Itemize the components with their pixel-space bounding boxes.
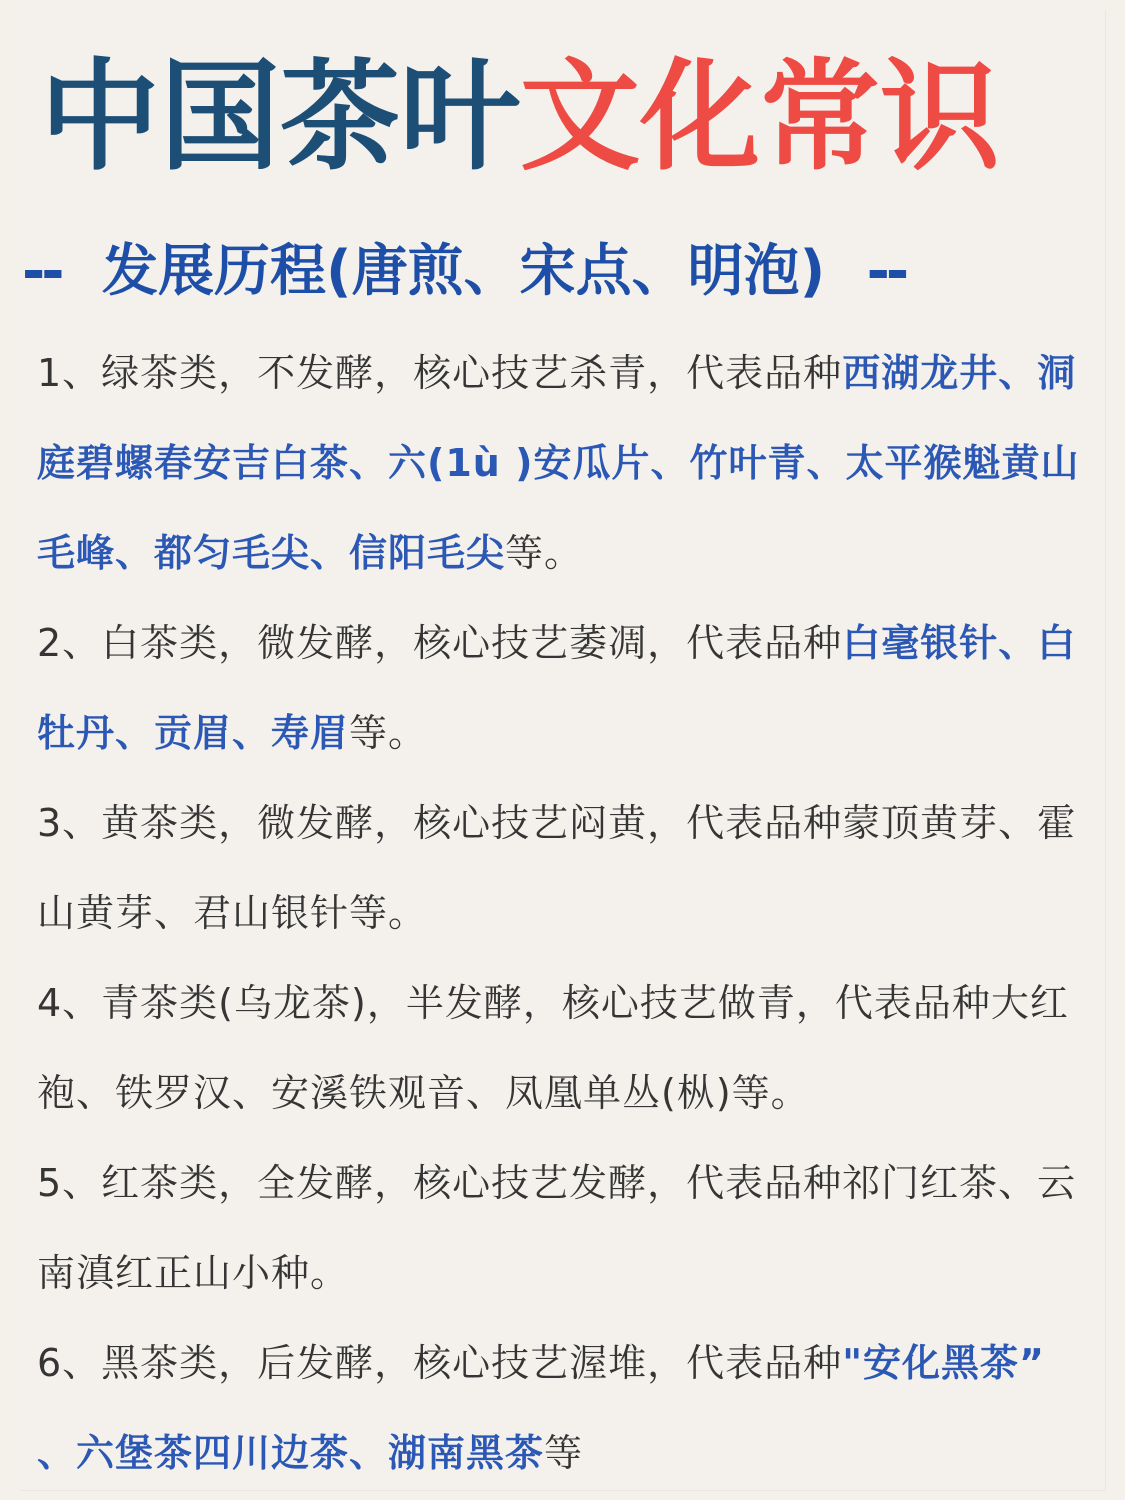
list-item-black-tea (37, 1138, 1087, 1318)
title-part-blue: 中国茶叶 (40, 48, 520, 187)
list-item-green-tea (37, 328, 1087, 598)
list-item-yellow-tea (37, 778, 1087, 958)
page-title (40, 48, 1100, 188)
item-suffix: 等 (544, 1431, 584, 1475)
item-highlight: "安化黑茶” 、六堡茶四川边茶、湖南黑茶 (37, 1341, 1045, 1475)
item-text: 1、绿茶类，不发酵，核心技艺杀青，代表品种 (37, 351, 843, 395)
subtitle-text: 发展历程(唐煎、宋点、明泡) (101, 239, 826, 304)
subtitle-dash-right: -- (866, 239, 906, 304)
title-part-red: 文化常识 (520, 48, 1000, 187)
item-text: 2、白茶类，微发酵，核心技艺萎凋，代表品种 (37, 621, 843, 665)
item-suffix: 等。 (349, 711, 428, 755)
item-text: 3、黄茶类，微发酵，核心技艺闷黄，代表品种蒙顶黄芽、霍山黄芽、君山银针等。 (37, 801, 1077, 935)
item-highlight: 西湖龙井、洞庭碧螺春安吉白茶、六(1ù )安瓜片、竹叶青、太平猴魁黄山毛峰、都匀毛尖、信阳毛尖 (37, 351, 1080, 575)
list-item-dark-tea (37, 1318, 1087, 1498)
subtitle-dash-left: -- (22, 239, 61, 304)
tea-list (37, 328, 1087, 1498)
item-suffix: 等。 (505, 531, 584, 575)
subtitle (22, 236, 1102, 308)
item-text: 6、黑茶类，后发酵，核心技艺渥堆，代表品种 (37, 1341, 843, 1385)
list-item-white-tea (37, 598, 1087, 778)
item-highlight: 白毫银针、白牡丹、贡眉、寿眉 (37, 621, 1077, 755)
item-text: 4、青茶类(乌龙茶)，半发酵，核心技艺做青，代表品种大红袍、铁罗汉、安溪铁观音、凤凰单丛(枞)等。 (37, 981, 1069, 1115)
list-item-oolong-tea (37, 958, 1087, 1138)
item-text: 5、红茶类，全发酵，核心技艺发酵，代表品种祁门红茶、云南滇红正山小种。 (37, 1161, 1077, 1295)
